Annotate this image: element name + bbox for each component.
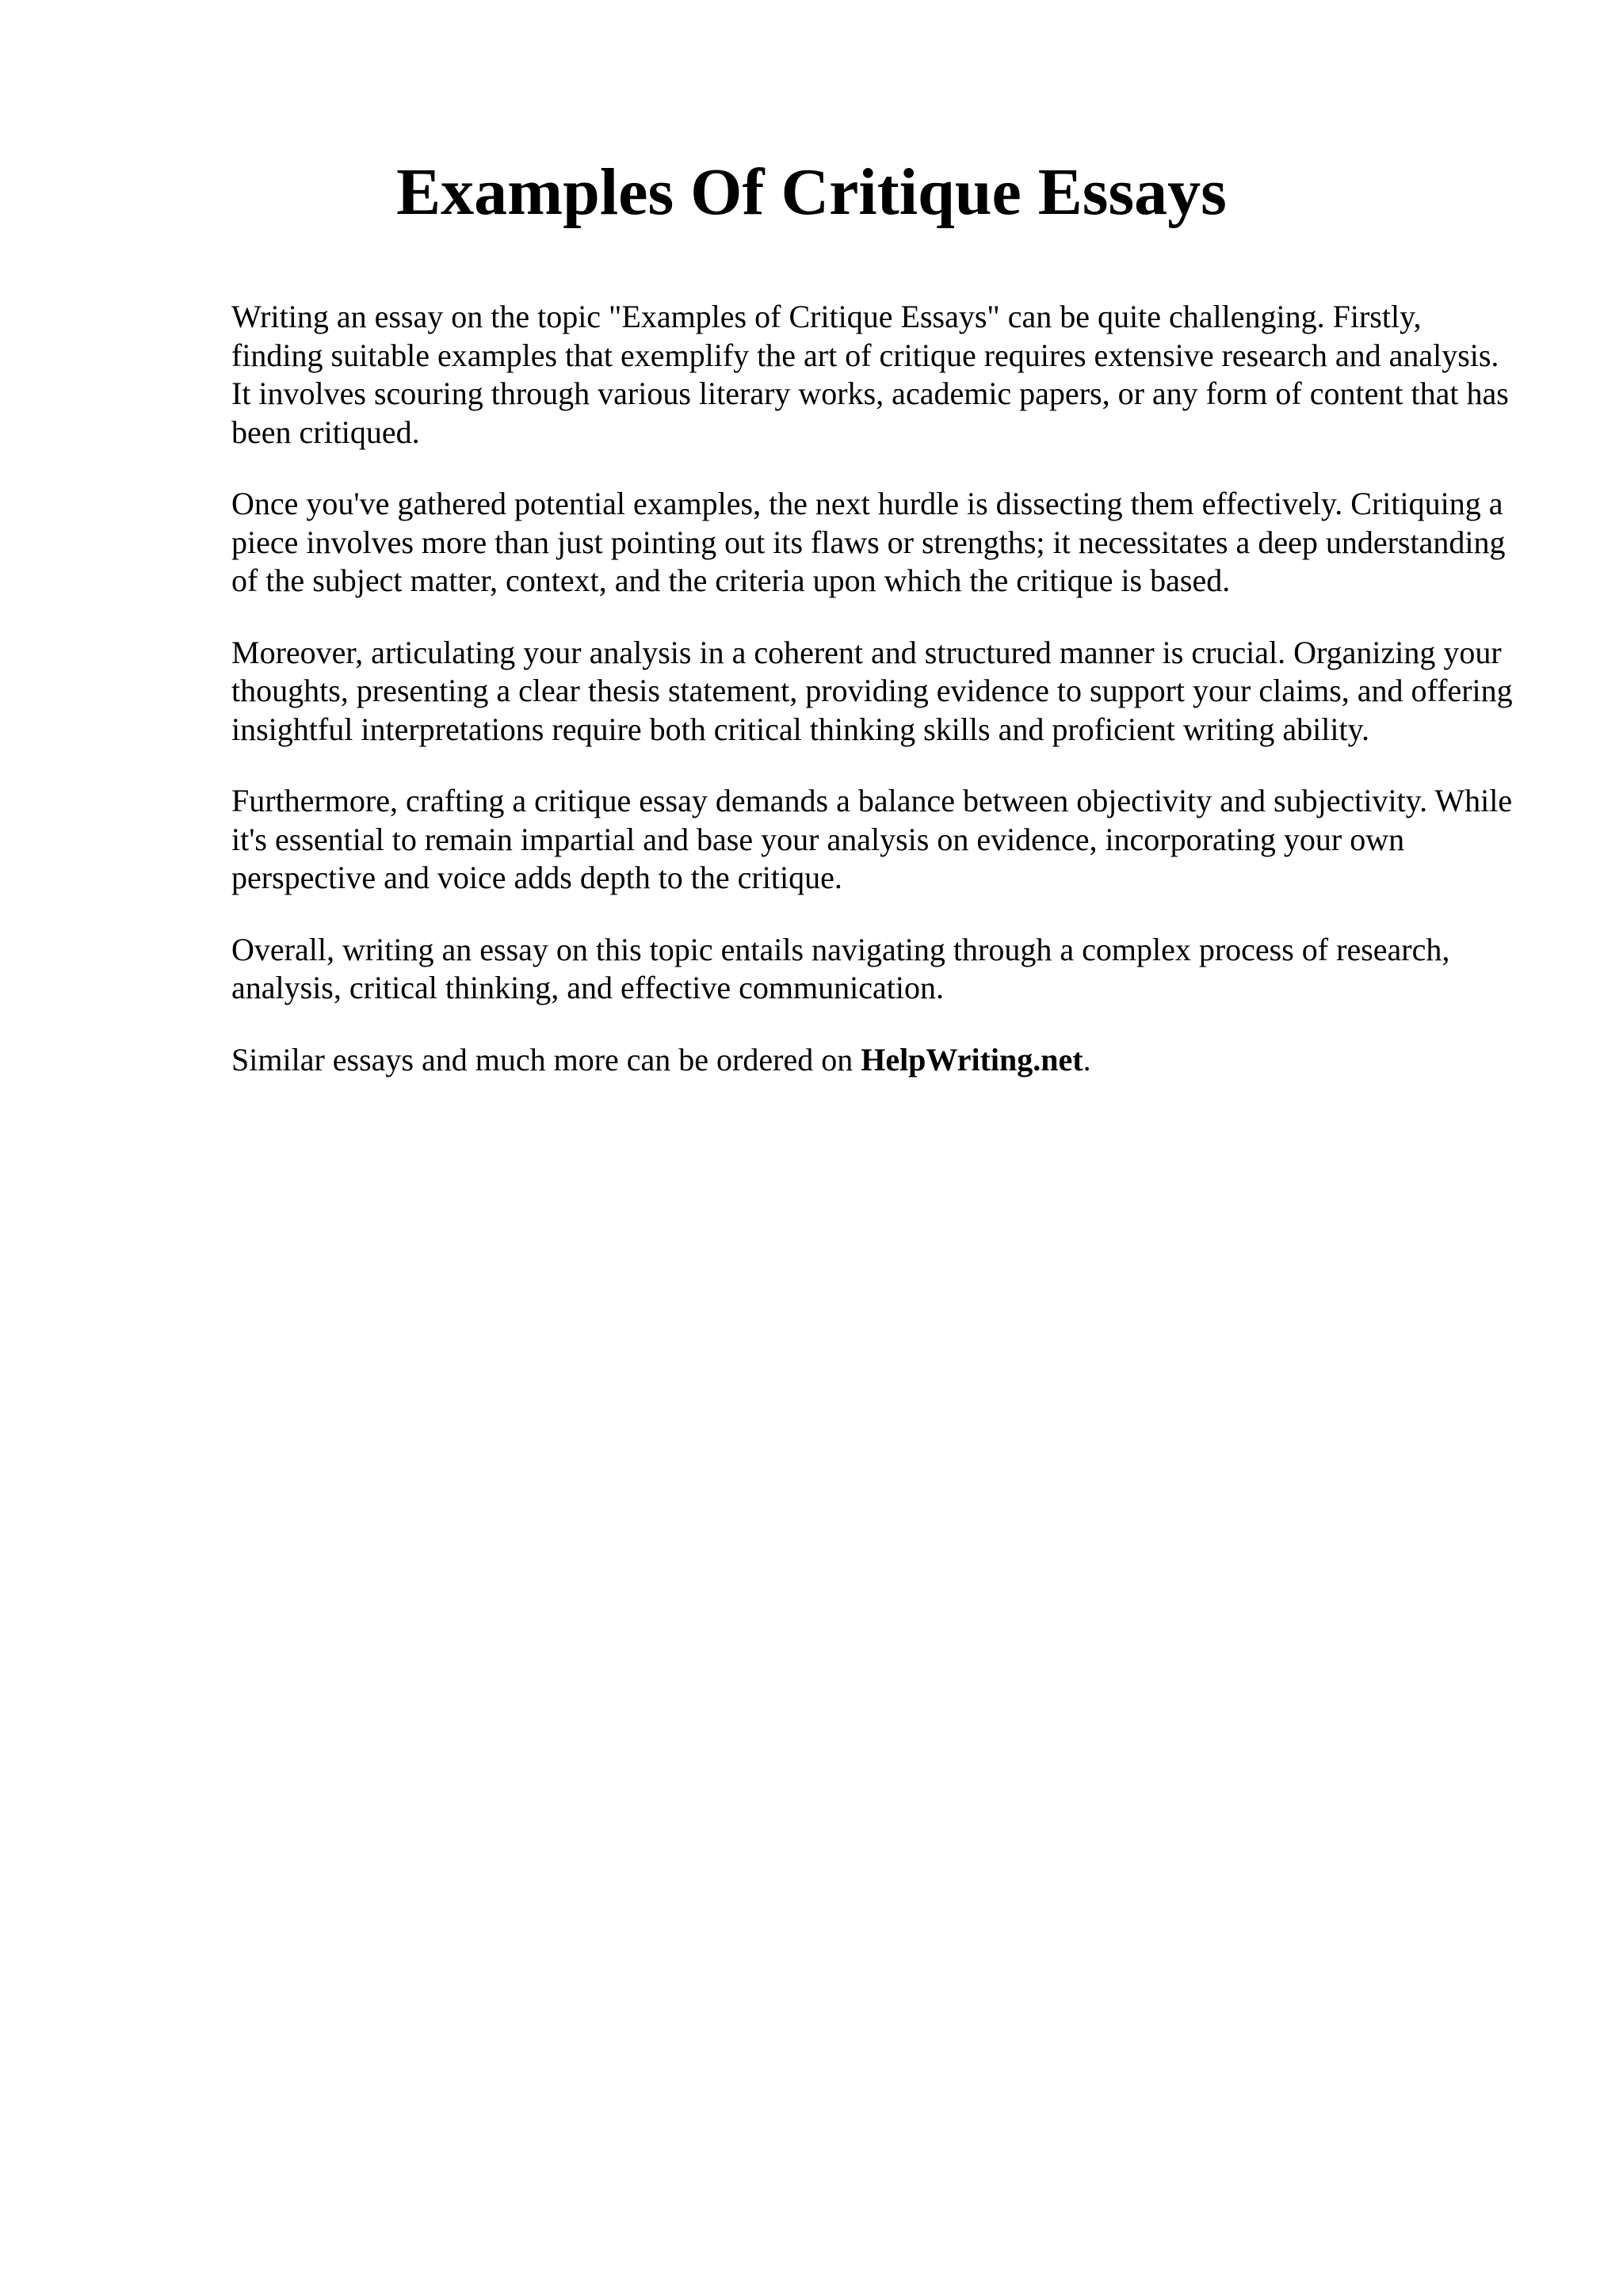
paragraph-5: Overall, writing an essay on this topic entails navigating through a complex process of research, analysis, critical thinking, and effective communication. [231,931,1450,1005]
paragraph-1: Writing an essay on the topic "Examples of Critique Essays" can be quite challenging. Firstly, finding suitable examples that exemplify the art of critique requires extensive research and analysis. It involves scouring through various literary works, academic papers, or any form of content that has been critiqued. [231,299,1509,450]
closing-suffix: . [1083,1041,1091,1077]
paragraph-4: Furthermore, crafting a critique essay demands a balance between objectivity and subjectivity. While it's essential to remain impartial and base your analysis on evidence, incorporating your own perspective and voice adds depth to the critique. [231,783,1513,895]
brand-name: HelpWriting.net [861,1041,1083,1077]
document-body [231,298,1515,1112]
paragraph-2: Once you've gathered potential examples, the next hurdle is dissecting them effectively. Critiquing a piece involves more than just pointing out its flaws or strengths; it necessitates a deep understanding of the subject matter, context, and the criteria upon which the critique is based. [231,486,1506,598]
closing-paragraph [231,1041,1515,1080]
document-title: Examples Of Critique Essays [396,155,1227,229]
paragraph-3: Moreover, articulating your analysis in a coherent and structured manner is crucial. Organizing your thoughts, presenting a clear thesis statement, providing evidence to support your claims, and offering insightful interpretations require both critical thinking skills and proficient writing ability. [231,634,1513,747]
closing-text: Similar essays and much more can be ordered on [231,1041,854,1077]
